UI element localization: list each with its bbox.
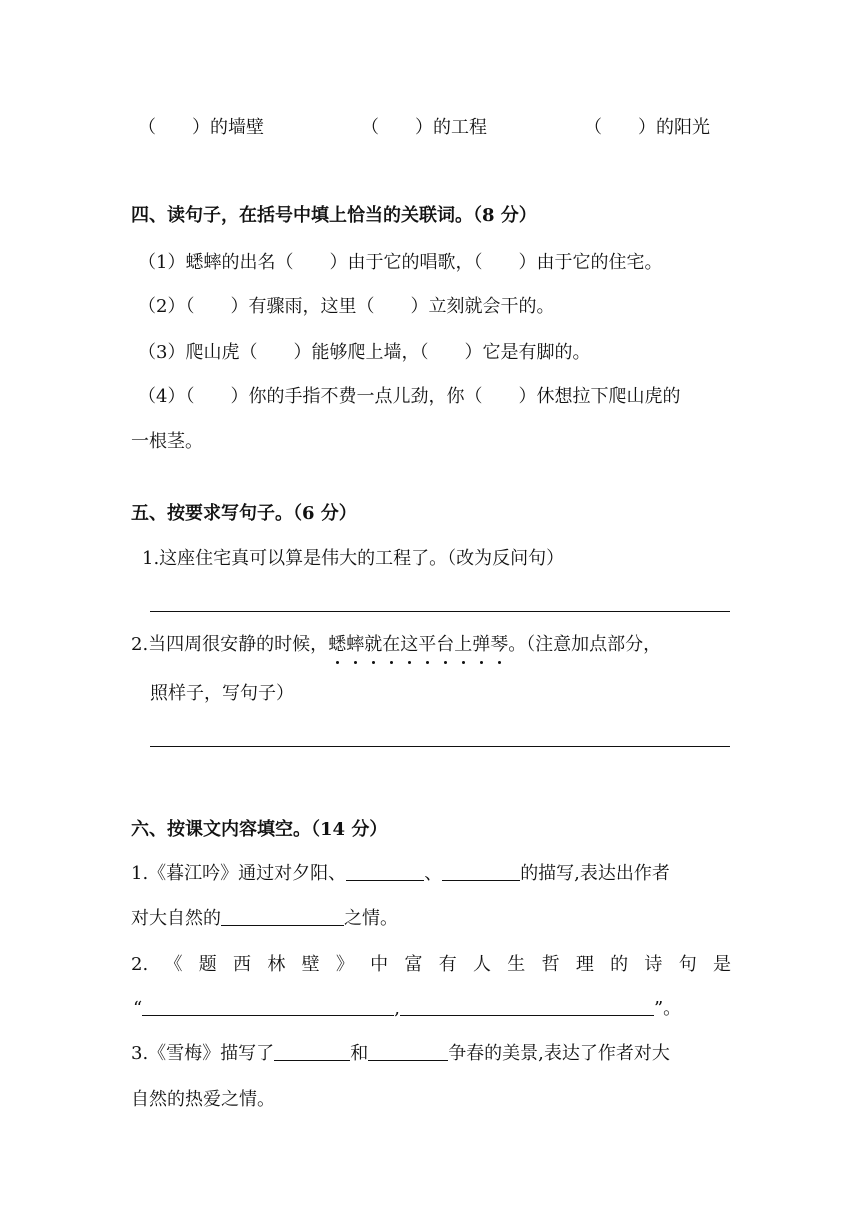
q2-char: 理 <box>575 954 594 975</box>
dotted-char: 弹 <box>472 634 491 655</box>
open-quote: “ <box>133 998 143 1019</box>
question-2-prefix: 2.当四周很安静的时候， <box>131 634 329 655</box>
section6-question-3-line1 <box>131 1042 670 1066</box>
q2-char: 题 <box>198 954 217 975</box>
dotted-char: 就 <box>364 634 383 655</box>
blank-field[interactable] <box>221 907 344 926</box>
section6-question-1-line1 <box>131 862 670 886</box>
dotted-char: 台 <box>436 634 455 655</box>
answer-line-1[interactable] <box>150 611 730 612</box>
fill-item-project: （ ）的工程 <box>361 117 487 138</box>
blank-field[interactable] <box>142 997 394 1016</box>
comma: , <box>394 998 400 1019</box>
section6-question-2-line1 <box>131 953 731 977</box>
dotted-char: 平 <box>418 634 437 655</box>
section5-question-2-line1 <box>131 633 661 657</box>
q2-char: 《 <box>164 954 183 975</box>
section4-question-2: （2）（ ）有骤雨，这里（ ）立刻就会干的。 <box>138 296 555 317</box>
q2-char: 富 <box>404 954 423 975</box>
q2-char: 诗 <box>644 954 663 975</box>
dotted-char: 这 <box>400 634 419 655</box>
q3-text-a: 3.《雪梅》描写了 <box>131 1043 275 1064</box>
blank-field[interactable] <box>368 1042 448 1061</box>
q1-text-d: 之情。 <box>344 908 398 929</box>
dotted-emphasis-phrase <box>328 634 508 655</box>
q2-char: 句 <box>678 954 697 975</box>
q2-char: 壁 <box>301 954 320 975</box>
fill-item-wall: （ ）的墙壁 <box>138 117 264 138</box>
q1-text-b: 的描写,表达出作者 <box>520 863 670 884</box>
q2-char: 生 <box>507 954 526 975</box>
q2-char: 2. <box>131 954 149 975</box>
q1-text-c: 对大自然的 <box>131 908 221 929</box>
section6-question-3-line2: 自然的热爱之情。 <box>131 1089 275 1110</box>
fill-item-sunlight: （ ）的阳光 <box>584 117 710 138</box>
q2-char: 》 <box>335 954 354 975</box>
q2-char: 中 <box>370 954 389 975</box>
q1-text-a: 1.《暮江吟》通过对夕阳、 <box>131 863 347 884</box>
section5-question-1: 1.这座住宅真可以算是伟大的工程了。（改为反问句） <box>142 548 565 569</box>
q2-char: 人 <box>473 954 491 975</box>
blank-field[interactable] <box>346 862 424 881</box>
q3-text-c: 争春的美景,表达了作者对大 <box>448 1043 670 1064</box>
dotted-char: 蟀 <box>346 634 365 655</box>
section4-question-4-line2: 一根茎。 <box>131 431 203 452</box>
q2-char: 有 <box>438 954 457 975</box>
blank-field[interactable] <box>442 862 520 881</box>
dotted-char: 在 <box>382 634 401 655</box>
dotted-char: 琴 <box>490 634 509 655</box>
blank-field[interactable] <box>274 1042 350 1061</box>
q2-char: 哲 <box>541 954 560 975</box>
dotted-char: 上 <box>454 634 473 655</box>
section4-question-1: （1）蟋蟀的出名（ ）由于它的唱歌，（ ）由于它的住宅。 <box>138 252 663 273</box>
q2-char: 的 <box>610 954 629 975</box>
q1-separator: 、 <box>424 863 443 884</box>
q3-text-b: 和 <box>350 1043 369 1064</box>
section4-question-4-line1: （4）（ ）你的手指不费一点儿劲，你（ ）休想拉下爬山虎的 <box>138 386 681 407</box>
q2-char: 西 <box>233 954 252 975</box>
blank-field[interactable] <box>400 997 654 1016</box>
section5-question-2-line2: 照样子，写句子） <box>150 683 294 704</box>
section5-title: 五、按要求写句子。（6 分） <box>131 503 357 524</box>
dotted-char: 蟋 <box>328 634 347 655</box>
question-2-suffix: 。（注意加点部分， <box>508 634 662 655</box>
q2-char: 林 <box>267 954 286 975</box>
q2-char: 是 <box>712 954 731 975</box>
section4-title: 四、读句子，在括号中填上恰当的关联词。（8 分） <box>131 205 537 226</box>
section4-question-3: （3）爬山虎（ ）能够爬上墙，（ ）它是有脚的。 <box>138 342 591 363</box>
close-quote: ”。 <box>653 998 682 1019</box>
answer-line-2[interactable] <box>150 746 730 747</box>
section6-question-1-line2 <box>131 907 398 931</box>
section6-title: 六、按课文内容填空。（14 分） <box>131 819 388 840</box>
section6-question-2-line2 <box>133 997 681 1021</box>
